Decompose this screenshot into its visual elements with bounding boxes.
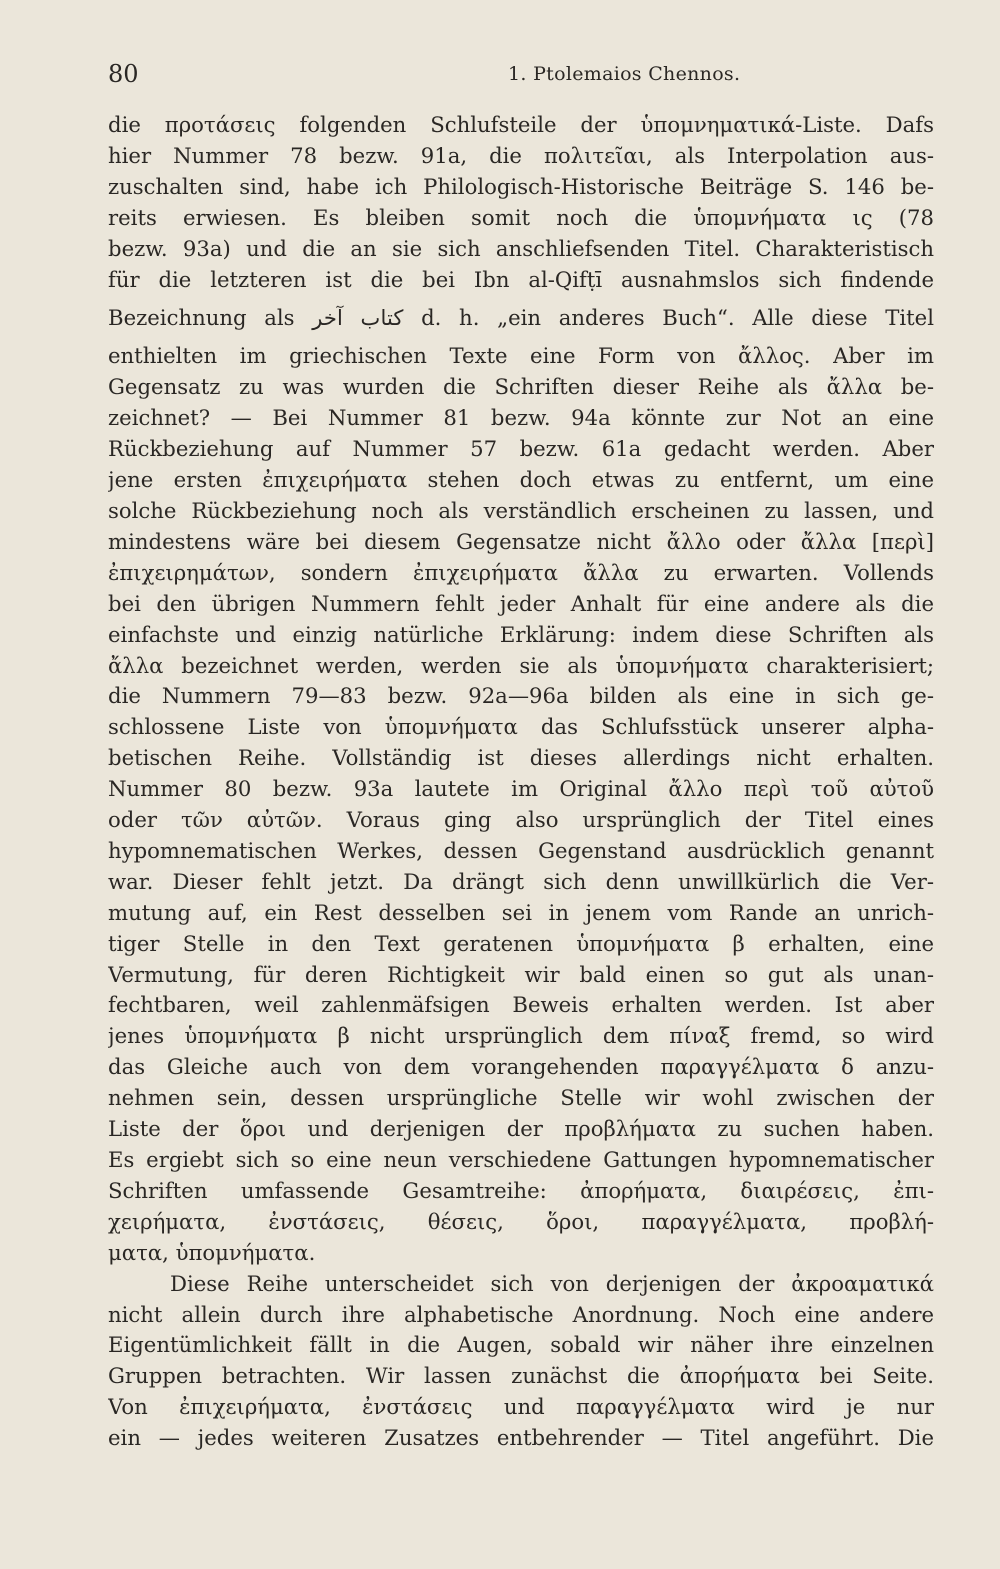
text-line: Schriften umfassende Gesamtreihe: ἀπορήματα, διαιρέσεις, ἐπι- xyxy=(108,1177,934,1203)
text-line: enthielten im griechischen Texte eine Form von ἄλλος. Aber im xyxy=(108,343,934,369)
text-line: bei den übrigen Nummern fehlt jeder Anhalt für eine andere als die xyxy=(108,590,934,616)
text-line: die Nummern 79—83 bezw. 92a—96a bilden als eine in sich ge- xyxy=(108,683,934,709)
text-line: Es ergiebt sich so eine neun verschiedene Gattungen hypomnematischer xyxy=(108,1147,934,1172)
text-line: Rückbeziehung auf Nummer 57 bezw. 61a gedacht werden. Aber xyxy=(108,436,934,462)
text-line: ἐπιχειρημάτων, sondern ἐπιχειρήματα ἄλλα zu erwarten. Vollends xyxy=(108,559,934,585)
text-line: einfachste und einzig natürliche Erklärung: indem diese Schriften als xyxy=(108,621,934,647)
text-line: für die letzteren ist die bei Ibn al-Qifṭī ausnahmslos sich findende xyxy=(108,266,934,292)
text-line: schlossene Liste von ὑπομνήματα das Schlufsstück unserer alpha- xyxy=(108,714,934,740)
text-line: Diese Reihe unterscheidet sich von derjenigen der ἀκροαματικά xyxy=(170,1270,934,1296)
text-line: mutung auf, ein Rest desselben sei in jenem vom Rande an unrich- xyxy=(108,899,934,925)
text-line: die προτάσεις folgenden Schlufsteile der ὑπομνηματικά-Liste. Dafs xyxy=(108,112,934,137)
text-line: hier Nummer 78 bezw. 91a, die πολιτεῖαι, als Interpolation aus- xyxy=(108,142,934,168)
text-line: oder τῶν αὐτῶν. Voraus ging also ursprünglich der Titel eines xyxy=(108,807,934,833)
text-line: ματα, ὑπομνήματα. xyxy=(108,1239,316,1265)
text-line: χειρήματα, ἐνστάσεις, θέσεις, ὅροι, παραγγέλματα, προβλή- xyxy=(108,1208,934,1234)
text-line: fechtbaren, weil zahlenmäfsigen Beweis erhalten werden. Ist aber xyxy=(108,992,934,1018)
text-line: reits erwiesen. Es bleiben somit noch die ὑπομνήματα ις (78 xyxy=(108,204,934,230)
text-line: mindestens wäre bei diesem Gegensatze nicht ἄλλο oder ἄλλα [περὶ] xyxy=(108,528,934,554)
text-line: nicht allein durch ihre alphabetische Anordnung. Noch eine andere xyxy=(108,1301,934,1327)
running-head: 1. Ptolemaios Chennos. xyxy=(508,63,741,85)
text-line: war. Dieser fehlt jetzt. Da drängt sich denn unwillkürlich die Ver- xyxy=(108,868,934,894)
text-line: ein — jedes weiteren Zusatzes entbehrender — Titel angeführt. Die xyxy=(108,1425,934,1451)
page-header xyxy=(108,60,934,92)
text-line: Von ἐπιχειρήματα, ἐνστάσεις und παραγγέλματα wird je nur xyxy=(108,1394,934,1420)
text-line: jenes ὑπομνήματα β nicht ursprünglich dem πίναξ fremd, so wird xyxy=(108,1023,934,1049)
text-line: Nummer 80 bezw. 93a lautete im Original ἄλλο περὶ τοῦ αὐτοῦ xyxy=(108,776,934,802)
text-line: zeichnet? — Bei Nummer 81 bezw. 94a könnte zur Not an eine xyxy=(108,405,934,431)
text-line: tiger Stelle in den Text geratenen ὑπομνήματα β erhalten, eine xyxy=(108,930,934,956)
text-line: hypomnematischen Werkes, dessen Gegenstand ausdrücklich genannt xyxy=(108,837,934,863)
text-line: nehmen sein, dessen ursprüngliche Stelle wir wohl zwischen der xyxy=(108,1085,934,1111)
text-line: Gegensatz zu was wurden die Schriften dieser Reihe als ἄλλα be- xyxy=(108,374,934,400)
text-line: ἄλλα bezeichnet werden, werden sie als ὑπομνήματα charakterisiert; xyxy=(108,652,934,678)
page-number: 80 xyxy=(108,60,139,88)
text-line: Bezeichnung als كتاب آخر d. h. „ein anderes Buch“. Alle diese Titel xyxy=(108,305,934,331)
text-line: bezw. 93a) und die an sie sich anschliefsenden Titel. Charakteristisch xyxy=(108,235,934,261)
text-line: Eigentümlichkeit fällt in die Augen, sobald wir näher ihre einzelnen xyxy=(108,1332,934,1358)
text-line: zuschalten sind, habe ich Philologisch-Historische Beiträge S. 146 be- xyxy=(108,173,934,199)
text-line: das Gleiche auch von dem vorangehenden παραγγέλματα δ anzu- xyxy=(108,1054,934,1080)
text-line: Liste der ὅροι und derjenigen der προβλήματα zu suchen haben. xyxy=(108,1116,934,1142)
body-text xyxy=(108,110,934,1454)
text-line: betischen Reihe. Vollständig ist dieses allerdings nicht erhalten. xyxy=(108,745,934,771)
text-line: Vermutung, für deren Richtigkeit wir bald einen so gut als unan- xyxy=(108,961,934,987)
text-line: solche Rückbeziehung noch als verständlich erscheinen zu lassen, und xyxy=(108,497,934,523)
text-line: jene ersten ἐπιχειρήματα stehen doch etwas zu entfernt, um eine xyxy=(108,467,934,493)
text-line: Gruppen betrachten. Wir lassen zunächst die ἀπορήματα bei Seite. xyxy=(108,1363,934,1389)
